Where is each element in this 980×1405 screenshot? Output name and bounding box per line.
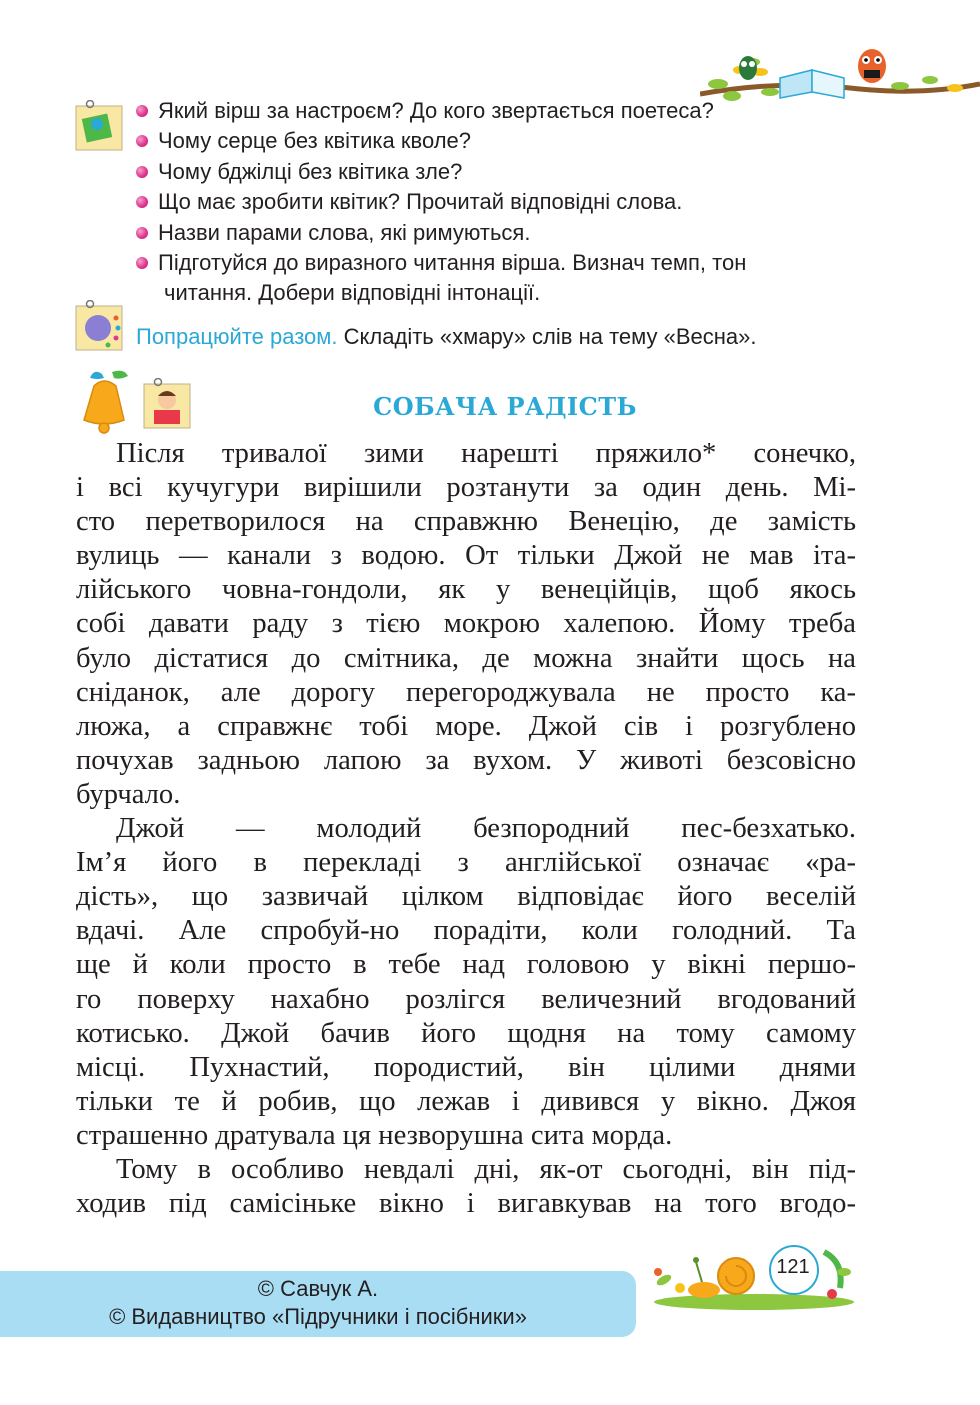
- question-item: [132, 218, 892, 248]
- story-line: собі давати раду з тією мокрою халепою. Йому треба: [76, 608, 856, 640]
- story-line: ще й коли просто в тебе над головою у вікні першо-: [76, 949, 856, 981]
- story-line: Після тривалої зими нарешті пряжило* сонечко,: [116, 438, 856, 469]
- story-line: го поверху нахабно розлігся величезний вгодований: [76, 983, 856, 1015]
- question-text: Що має зробити квітик? Прочитай відповідні слова.: [158, 189, 683, 215]
- story-line: вулиць — канали з водою. От тільки Джой не мав іта-: [76, 540, 856, 572]
- question-text: Підготуйся до виразного читання вірша. Визнач темп, тон: [158, 250, 747, 276]
- story-text: [76, 437, 856, 1221]
- question-text: Який вірш за настроєм? До кого звертається поетеса?: [158, 98, 714, 123]
- question-item: [132, 187, 892, 217]
- teamwork-text: Складіть «хмару» слів на тему «Весна».: [343, 324, 757, 349]
- story-paragraph: [76, 812, 856, 1153]
- story-line: було дістатися до смітника, де можна знайти щось на: [76, 642, 856, 674]
- story-line: лійського човна-гондоли, як у венеційців, щоб якось: [76, 574, 856, 606]
- question-text: Чому серце без квітика кволе?: [158, 128, 472, 154]
- story-line: Джой — молодий безпородний пес-безхатько.: [116, 813, 856, 845]
- page-number: 121: [776, 1256, 810, 1278]
- question-item: [132, 126, 892, 156]
- story-line: і всі кучугури вирішили розтанути за один день. Мі-: [76, 472, 856, 504]
- story-title: СОБАЧА РАДІСТЬ: [373, 392, 637, 421]
- teamwork-task: [136, 322, 757, 352]
- story-line: сніданок, але дорогу перегороджувала не просто ка-: [76, 676, 856, 708]
- bullet-icon: [136, 227, 148, 239]
- story-line: сто перетворилося на справжню Венецію, де замість: [76, 506, 856, 538]
- teamwork-sticker-icon: [74, 300, 126, 352]
- bullet-icon: [136, 257, 148, 269]
- bullet-icon: [136, 196, 148, 208]
- question-list: [132, 96, 892, 309]
- story-line: дість», що зазвичай цілком відповідає його веселій: [76, 881, 856, 913]
- story-paragraph: [76, 437, 856, 812]
- teamwork-lead: Попрацюйте разом.: [136, 324, 338, 349]
- question-item: [132, 248, 892, 309]
- story-line: бурчало.: [76, 778, 181, 810]
- story-line: тільки те й робив, що лежав і дивився у вікно. Джоя: [76, 1085, 856, 1117]
- question-text: Чому бджілці без квітика зле?: [158, 158, 463, 184]
- story-paragraph: [76, 1153, 856, 1221]
- story-line: люжа, а справжнє тобі море. Джой сів і розгублено: [76, 710, 856, 742]
- story-line: почухав задньою лапою за вухом. У животі безсовісно: [76, 744, 856, 776]
- story-line: котисько. Джой бачив його щодня на тому самому: [76, 1017, 856, 1049]
- bullet-icon: [136, 105, 148, 117]
- question-item: [132, 96, 892, 126]
- story-line: місці. Пухнастий, породистий, він цілими днями: [76, 1051, 856, 1083]
- copyright-publisher: © Видавництво «Підручники і посібники»: [109, 1304, 527, 1329]
- question-item: [132, 157, 892, 187]
- bullet-icon: [136, 135, 148, 147]
- story-line: Тому в особливо невдалі дні, як-от сьогодні, він під-: [116, 1153, 856, 1185]
- story-line: страшенно дратувала ця незворушна сита морда.: [76, 1119, 673, 1151]
- story-line: Ім’я його в перекладі з англійської означає «ра-: [76, 847, 856, 879]
- bullet-icon: [136, 166, 148, 178]
- question-text: Назви парами слова, які римуються.: [158, 219, 531, 245]
- story-line: ходив під самісіньке вікно і вигавкував на того вгодо-: [76, 1188, 856, 1220]
- snail-flowers-icon: [644, 1232, 859, 1312]
- question-text-continuation: читання. Добери відповідні інтонації.: [164, 280, 541, 306]
- story-line: вдачі. Але спробуй-но порадіти, коли голодний. Та: [76, 915, 856, 947]
- question-sticker-icon: [74, 100, 126, 152]
- copyright-author: © Савчук А.: [257, 1276, 379, 1301]
